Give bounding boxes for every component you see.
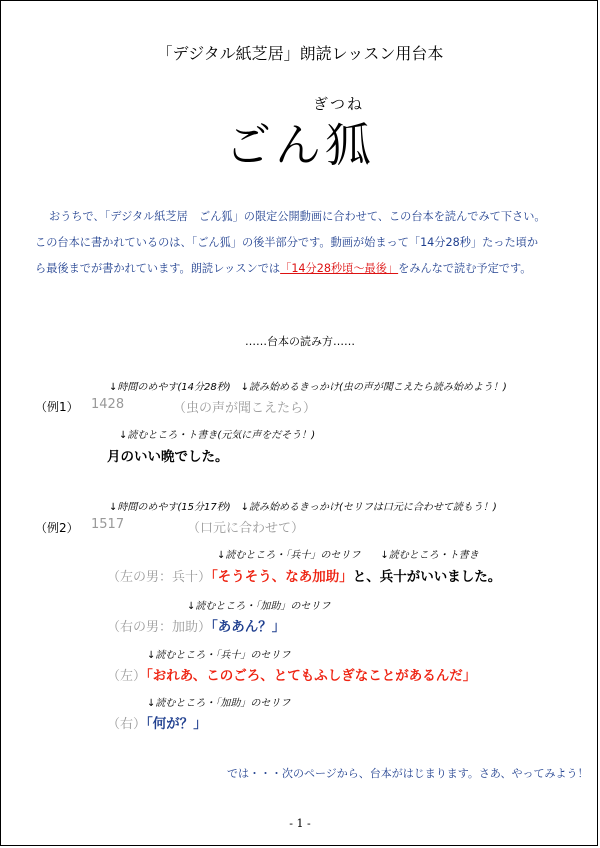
example1-time: 1428 [91,397,125,412]
example1-line: 月のいい晩でした。 [107,449,229,465]
document-subtitle: 「デジタル紙芝居」朗読レッスン用台本 [156,44,444,63]
title-ruby: ぎつね [313,95,365,113]
example2-label: （例2） [35,521,79,535]
document-title: ごん狐 [225,118,375,172]
example2-time: 1517 [91,517,125,532]
page-number: - 1 - [289,817,311,830]
example1-read-note: ↓読むところ・ト書き(元気に声をだそう！) [119,430,316,441]
speaker-hyoju: （左の男：兵十） [107,570,212,585]
example2-cue: （口元に合わせて） [187,521,305,536]
reading-guide-heading: ……台本の読み方…… [245,335,355,348]
example2-note-d: ↓読むところ・「加助」のセリフ [147,698,291,709]
example1-note: ↓時間のめやす(14分28秒) ↓読み始めるきっかけ(虫の声が聞こえたら読み始めよう！) [109,382,507,393]
speaker-left: （左） [107,669,147,684]
line-left: 「おれあ、このごろ、とてもふしぎなことがあるんだ」 [146,668,477,684]
closing-text: では・・・次のページから、台本がはじまります。さあ、やってみよう！ [227,767,589,780]
example2-note-c: ↓読むところ・「兵十」のセリフ [147,650,291,661]
example2-note-b: ↓読むところ・「加助」のセリフ [187,601,331,612]
intro-line-3-end: をみんなで読む予定です。 [398,262,532,275]
intro-line-3-start: ら最後までが書かれています。朗読レッスンでは [35,262,281,275]
line-right: 「何が？」 [146,716,207,732]
example1-cue: （虫の声が聞こえたら） [173,401,317,416]
line-hyoju: 「そうそう、なあ加助」 [211,569,353,585]
example2-line-d [107,712,207,732]
example2-note-a: ↓読むところ・「兵十」のセリフ ↓読むところ・ト書き [217,550,479,561]
example2-line-c [107,664,476,684]
line-kasuke: 「ああん？」 [211,619,286,635]
line-narration: と、兵十がいいました。 [352,569,502,585]
intro-line-2: この台本に書かれているのは、「ごん狐」の後半部分です。動画が始まって「14分28秒」たった頃か [35,236,539,249]
speaker-right: （右） [107,717,147,732]
intro-highlight: 「14分28秒頃～最後」 [280,262,399,275]
example2-note: ↓時間のめやす(15分17秒) ↓読み始めるきっかけ(セリフは口元に合わせて読もう！) [109,502,497,513]
speaker-kasuke: （右の男：加助） [107,620,212,635]
intro-line-1: おうちで、「デジタル紙芝居 ごん狐」の限定公開動画に合わせて、この台本を読んでみて下さい。 [49,210,546,223]
example2-line-b [107,615,285,635]
intro-line-3 [35,260,531,276]
example1-label: （例1） [35,400,79,414]
example2-line-a [107,565,501,585]
